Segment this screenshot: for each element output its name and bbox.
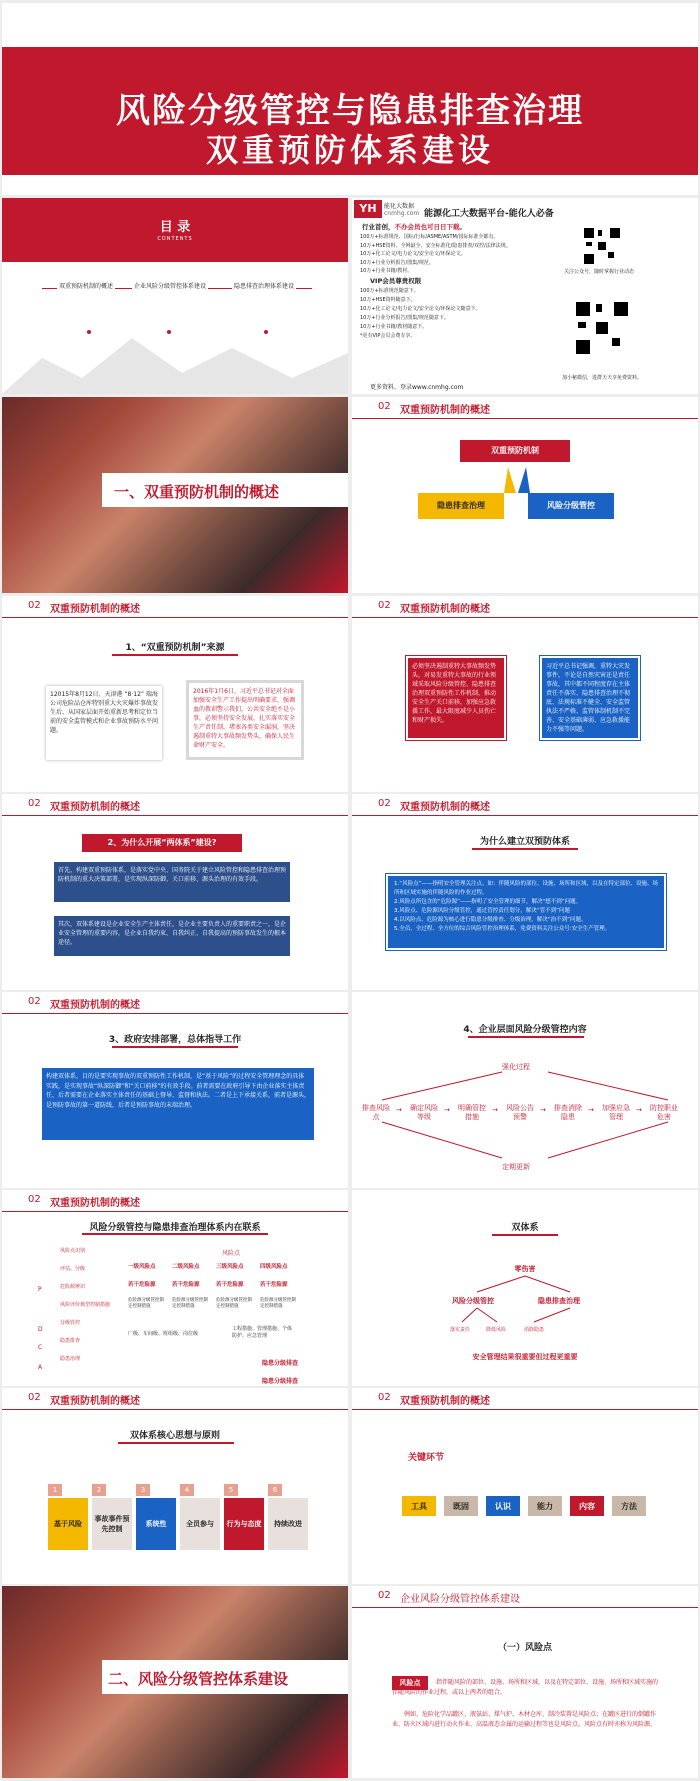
zero-harm: 零伤害 (514, 1265, 536, 1273)
risk-control: 风险分级管控 (452, 1297, 494, 1305)
process-step: 隐患治理 (60, 1356, 81, 1362)
gift-title: 行业首创， (362, 223, 395, 231)
bottom-label: 定期更新 (502, 1163, 530, 1171)
slide-principles (2, 1388, 348, 1584)
vip-item: 100万+标准规范随意下。 (360, 288, 419, 294)
header-num: 02 (378, 1590, 391, 1601)
risk-point-def: 指伴随风险的部位、设施、场所和区域，以及在特定部位、设施、场所和区域实施的伴随风险的作业过程，或以上两者的组合。 (392, 1679, 659, 1696)
header-num: 02 (28, 996, 41, 1007)
header-title: 企业风险分级管控体系建设 (400, 1594, 520, 1605)
slide-risk-point (352, 1586, 698, 1778)
gift-item: 10万+化工论文/电力论文/安全论文/环保论文。 (360, 251, 466, 257)
principle-card: 全员参与 (180, 1498, 220, 1550)
level-box: 一级风险点 (128, 1264, 156, 1270)
toc-slide (2, 198, 348, 394)
slide-header (2, 596, 348, 618)
header-title: 双重预防机制的概述 (400, 405, 490, 416)
header-num: 02 (28, 600, 41, 611)
slide-why-dual (352, 794, 698, 990)
mountain-graphic (2, 328, 348, 394)
why-title: 2、为什么开展“两体系”建设? (82, 834, 242, 852)
slide-header (352, 397, 698, 419)
slide-header (2, 1190, 348, 1212)
vip-list (360, 287, 540, 341)
ad-slide (352, 198, 698, 394)
qr1-caption: 关注公众号，随时掌握行业动态 (564, 269, 635, 275)
vip-title: VIP会员尊贵权限 (370, 277, 422, 285)
section1-title: 一、双重预防机制的概述 (114, 483, 280, 501)
child-3: 消除隐患 (524, 1327, 545, 1333)
vip-item: *更有VIP会员会费专享。 (360, 333, 416, 339)
box-right: 风险分级管控 (528, 493, 614, 519)
level-box: 四级风险点 (260, 1264, 288, 1270)
subtitle-underline (82, 1233, 268, 1235)
process-step: 风险评价典型控制措施 (60, 1302, 111, 1308)
key-item[interactable]: 能力 (528, 1496, 562, 1516)
requirement-left: 必须坚决遏制重特大事故频发势头，对易发重特大事故的行业领域采取风险分级管控、隐患排查治理双重预防性工作机制，推动安全生产关口前移，加强应急救援工作，最大限度减少人员伤亡和财产损失。 (406, 656, 506, 740)
slide-key-links (352, 1388, 698, 1584)
logo-url: cnmhg.com (384, 210, 420, 217)
header-title: 双重预防机制的概述 (400, 802, 490, 813)
subtitle-underline (112, 1046, 238, 1048)
gift-item: 10万+行业分析报告/图集/规范。 (360, 259, 434, 266)
rec-1: 隐患分级排查 (262, 1360, 299, 1367)
section2-title: 二、风险分级管控体系建设 (108, 1670, 289, 1688)
slide-requirements (352, 596, 698, 792)
control-box: 危险源分级管控制定控制措施 (128, 1298, 164, 1309)
reason-item: 1.“风险点”——指明安全管理关注点。如：伴随风险的部位、设施、场所和区域，以及在特定部位、设施、场所和区域实施的伴随风险的作业过程。 (394, 881, 658, 896)
more-link[interactable]: 更多资料，登录www.cnmhg.com (370, 384, 464, 391)
gift-line (362, 222, 466, 231)
requirement-right: 习近平总书记强调，重特大灾发事件，不论是自然灾害还是责任事故，其中都不同程度存在主体责任不落实、隐患排查治理不彻底、法规标准不健全、安全监管执法不严格、监管体制机制不完善、安全基础薄弱、应急救援能力不强等问题。 (540, 656, 640, 740)
slide-header (352, 1586, 698, 1608)
slide-header (2, 794, 348, 816)
slide-header (2, 992, 348, 1014)
toc-subtitle: CONTENTS (157, 236, 193, 242)
step-5: 排查消除隐患 (554, 1104, 582, 1121)
logo-mark: YH (354, 200, 382, 218)
card-number: 1 (48, 1484, 62, 1496)
cycle-arrows (352, 992, 698, 1188)
toc-item-1[interactable]: 双重预防机制的概述 (59, 283, 114, 290)
slide-risk-content (352, 992, 698, 1188)
subtitle: （一）风险点 (497, 1643, 552, 1653)
act-1: 厂级、车间级、班组级、岗位级 (128, 1331, 199, 1337)
process-step: 评估、分级 (60, 1266, 86, 1272)
process-step: 风险点识别 (60, 1248, 86, 1254)
step-6: 加强应急管理 (602, 1104, 630, 1121)
hazard-box: 若干危险源 (128, 1282, 156, 1288)
risk-point-example: 例如、危险化学品罐区、液氨站、煤气炉、木材仓库、制冷装置是风险点；在罐区进行的倒罐作业、防火区域内进行动火作业、高温液态金属的运输过程等也是风险点。风险点有时亦称为风险源。 (392, 1711, 657, 1728)
qr-code-1 (582, 226, 622, 266)
control-box: 危险源分级管控制定控制措施 (216, 1298, 252, 1309)
card-number: 2 (92, 1484, 106, 1496)
origin-left-box: 12015年8月12日、天津港 “8·12” 瑞海公司危险品仓库特别重大火灾爆炸事故发生后、从国家层面开始重新思考和定位当前的安全监管模式和企业事故预防水平问题。 (46, 686, 162, 760)
header-title: 双重预防机制的概述 (400, 604, 490, 615)
slide-linkage (2, 1190, 348, 1386)
slide-header (352, 794, 698, 816)
child-2: 降低风险 (486, 1327, 507, 1333)
header-num: 02 (378, 798, 391, 809)
header-num: 02 (28, 1194, 41, 1205)
subtitle: 为什么建立双预防体系 (479, 837, 570, 847)
key-title: 关键环节 (408, 1453, 445, 1463)
hazard-box: 若干危险源 (172, 1282, 200, 1288)
header-title: 双重预防机制的概述 (50, 1000, 140, 1011)
vip-item: 10万+行业书籍/教材随意下。 (360, 324, 428, 330)
toc-title: 目 录 (159, 220, 191, 235)
subtitle-underline (472, 848, 578, 850)
arrow-icon: → (492, 1106, 498, 1114)
subtitle-underline (112, 654, 238, 656)
subtitle: 双体系核心思想与原则 (129, 1431, 220, 1441)
pdca-letter: C (38, 1344, 43, 1351)
header-num: 02 (28, 1392, 41, 1403)
header-title: 双重预防机制的概述 (50, 802, 140, 813)
key-item[interactable]: 方法 (612, 1496, 646, 1516)
key-item[interactable]: 认识 (486, 1496, 520, 1516)
key-item[interactable]: 内容 (570, 1496, 604, 1516)
header-title: 双重预防机制的概述 (400, 1396, 490, 1407)
slide-header (352, 1388, 698, 1410)
header-num: 02 (378, 600, 391, 611)
level-box: 二级风险点 (172, 1264, 200, 1270)
principle-card: 事故事件预先控制 (92, 1498, 132, 1550)
origin-right-box: 2016年1月6日、习近平总书记对全面加强安全生产工作提出明确要求，强调血的教训警示我们，公共安全绝不是小事，必须坚持安全发展，扎实落实安全生产责任制，堵塞各类安全漏洞，坚决遏制重特大事故频发势头，确保人民生命财产安全。 (186, 680, 304, 760)
process-step: 分级管控 (60, 1320, 81, 1326)
key-item[interactable]: 工具 (402, 1496, 436, 1516)
key-item[interactable]: 既固 (444, 1496, 478, 1516)
government-para: 构建双体系，目的是要实现事故的双重预防性工作机制，是“基于风险”的过程安全管理理念的具体实践，是实现事故“纵深防御”和“关口前移”的有效手段。前者需要在政府引导下由企业落实主体责任，后者需要在企业落实主体责任的基础上督导、监督和执法。二者是上下承接关系，前者是源头，是预防事故的第一道防线，后者是预防事故的末端治理。 (42, 1068, 314, 1140)
vip-item: 10万+行业分析报告/图集/规范随意下。 (360, 315, 449, 321)
reason-item: 5.全员、全过程、全方位的综合风险管控治理体系，免费资料关注公众号:安全生产管理。 (394, 926, 611, 932)
gift-red: 不办会员也可日日下载。 (394, 223, 466, 231)
reasons-list (386, 874, 666, 950)
step-2: 确定风险等级 (410, 1104, 438, 1121)
step-1: 排查风险点 (362, 1104, 390, 1121)
cover-slide (2, 3, 698, 195)
header-title: 双重预防机制的概述 (50, 604, 140, 615)
qr-code-2 (574, 300, 630, 356)
slide-double-prevention (352, 397, 698, 593)
cover-title-2: 双重预防体系建设 (205, 131, 494, 169)
arrow-icon: → (540, 1106, 546, 1114)
bottom-text: 安全管理结果很重要但过程更重要 (472, 1353, 578, 1361)
top-node: 风险点 (222, 1250, 241, 1257)
arrow-icon: → (588, 1106, 594, 1114)
arrow-icon: → (396, 1106, 402, 1114)
slide-dual-system (352, 1190, 698, 1386)
subtitle: 双体系 (511, 1223, 539, 1233)
step-7: 防控职业危害 (650, 1104, 678, 1121)
gift-item: 100万+标准规范、国标/行标/ASME/ASTM/国际标准全都有。 (360, 234, 499, 240)
slide-header (352, 596, 698, 618)
logo-name: 能化大数据 (384, 203, 415, 210)
principle-card: 系统性 (136, 1498, 176, 1550)
vip-item: 10万+化工论文/电力论文/安全论文/环保论文随意下。 (360, 306, 481, 312)
hazard-box: 若干危险源 (260, 1282, 288, 1288)
card-number: 4 (180, 1484, 194, 1496)
slide-why (2, 794, 348, 990)
top-label: 强化过程 (502, 1063, 530, 1071)
level-box: 三级风险点 (216, 1264, 244, 1270)
header-title: 双重预防机制的概述 (50, 1396, 140, 1407)
rec-2: 隐患分级排查 (262, 1378, 299, 1385)
principle-card: 持续改进 (268, 1498, 308, 1550)
pdca-letter: P (38, 1286, 42, 1293)
step-3: 明确管控措施 (458, 1104, 486, 1121)
process-step: 危险源辨识 (60, 1284, 86, 1290)
gift-list (360, 233, 530, 276)
subtitle: 3、政府安排部署，总体指导工作 (108, 1035, 242, 1045)
card-number: 5 (224, 1484, 238, 1496)
hazard-box: 若干危险源 (216, 1282, 244, 1288)
pdca-letter: D (38, 1326, 43, 1333)
reason-item: 3.风险点、危险源风险分级管控，通过管控责任划分，解决“管不到”问题 (394, 908, 570, 914)
header-num: 02 (28, 798, 41, 809)
toc-item-2[interactable]: 企业风险分级管控体系建设 (134, 283, 207, 290)
pdca-letter: A (38, 1364, 43, 1371)
gift-item: 10万+HSE资料、全网最全、安全标准化/隐患排查/双控/法律法规。 (360, 242, 511, 249)
connector-graphic (502, 465, 532, 495)
header-title: 双重预防机制的概述 (50, 1198, 140, 1209)
header-num: 02 (378, 1392, 391, 1403)
arrow-icon: → (636, 1106, 642, 1114)
why-para-2: 其次，双体系建设是企业安全生产主体责任，是企业主要负责人的重要职责之一，是企业安全管理的重要内容，是企业自我约束、自我纠正、自我提高的预防事故发生的根本途径。 (54, 916, 290, 956)
subtitle: 1、“双重预防机制”来源 (125, 643, 225, 653)
gift-item: 10万+行业书籍/教材。 (360, 268, 413, 274)
box-top: 双重预防机制 (460, 440, 570, 462)
control-box: 危险源分级管控制定控制措施 (260, 1298, 296, 1309)
child-1: 落实责任 (450, 1327, 471, 1333)
box-left: 隐患排查治理 (418, 493, 504, 519)
ad-headline: 能源化工大数据平台-能化人必备 (424, 209, 554, 219)
slide-government (2, 992, 348, 1188)
header-num: 02 (378, 401, 391, 412)
step-4: 风险公告预警 (506, 1104, 534, 1121)
reason-item: 4.以风险点、危险源为核心进行隐患分级排查、分级治理，解决“治不到”问题。 (394, 917, 587, 923)
act-2: 工程措施、管理措施、个体防护、应急管理 (232, 1326, 293, 1339)
vip-item: 10万+HSE资料随意下。 (360, 297, 416, 303)
subtitle-underline (118, 1442, 234, 1444)
toc-item-3[interactable]: 隐患排查治理体系建设 (234, 283, 295, 290)
risk-point-tag: 风险点 (392, 1676, 428, 1690)
qr2-caption: 加小秘微信，进群天天享免费资料。 (562, 375, 643, 381)
card-number: 6 (268, 1484, 282, 1496)
hazard-check: 隐患排查治理 (538, 1297, 580, 1305)
why-para-1: 首先，构建双重预防体系，是落实党中央、国务院关于建立风险管控和隐患排查治理预防机制的重大决策部署，是实现纵深防御、关口前移、源头治理的有效手段。 (54, 862, 290, 902)
subtitle: 风险分级管控与隐患排查治理体系内在联系 (89, 1223, 261, 1233)
section1-slide (2, 397, 348, 593)
card-number: 3 (136, 1484, 150, 1496)
section2-slide (2, 1586, 348, 1778)
slide-header (2, 1388, 348, 1410)
process-step: 隐患排查 (60, 1338, 81, 1344)
principle-card: 基于风险 (48, 1498, 88, 1550)
principle-card: 行为与态度 (224, 1498, 264, 1550)
reason-item: 2.风险点所包含的“危险源”——指明了安全管理的细节，解决“想不到”问题。 (394, 899, 582, 905)
subtitle: 4、企业层面风险分级管控内容 (463, 1025, 587, 1035)
slide-origin (2, 596, 348, 792)
control-box: 危险源分级管控制定控制措施 (172, 1298, 208, 1309)
arrow-icon: → (444, 1106, 450, 1114)
cover-title-1: 风险分级管控与隐患排查治理 (116, 91, 584, 131)
